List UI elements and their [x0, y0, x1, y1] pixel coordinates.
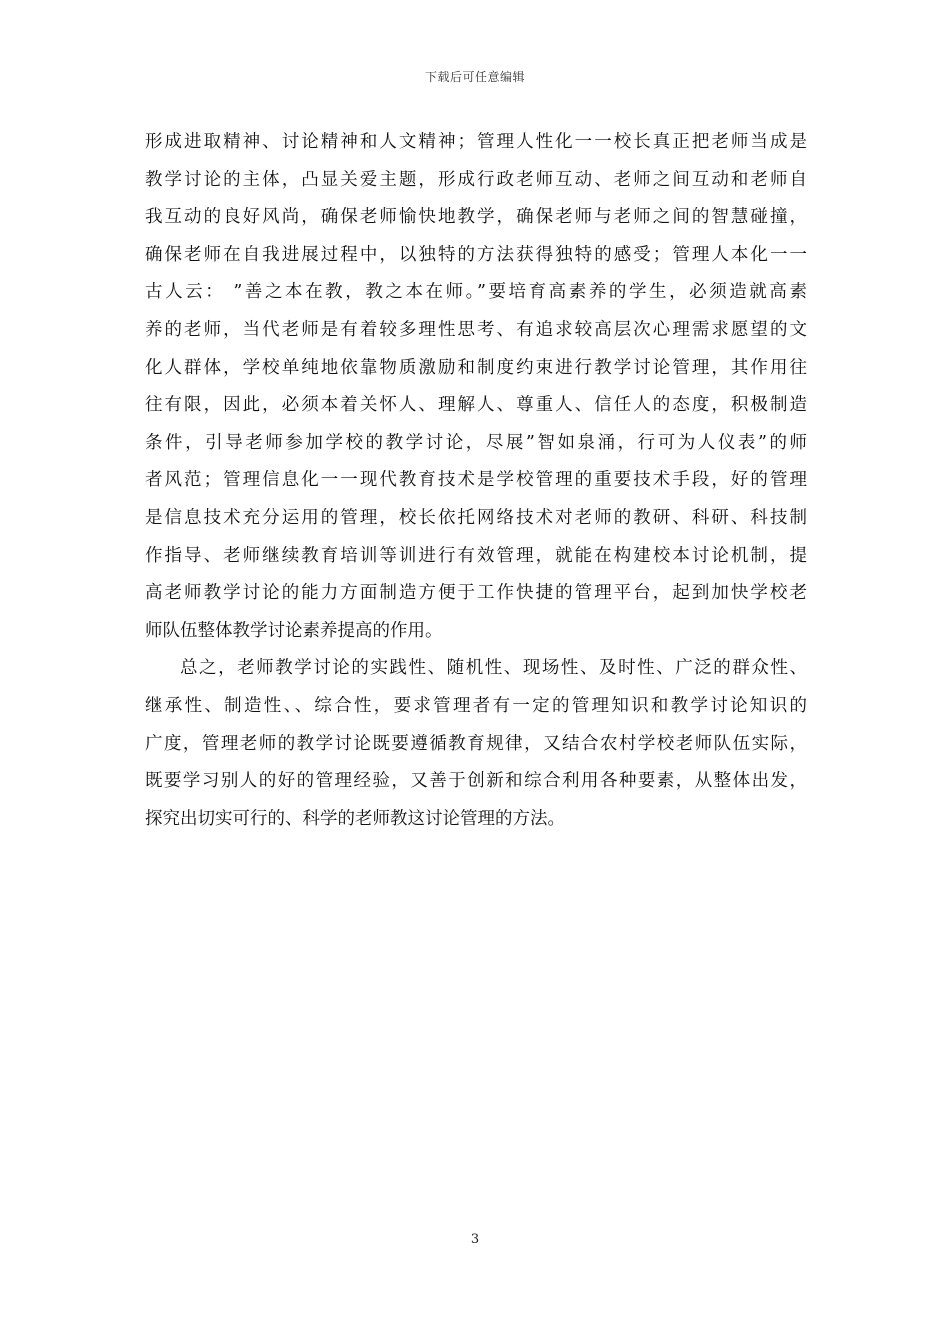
text-line: 教学讨论的主体，凸显关爱主题，形成行政老师互动、老师之间互动和老师自	[145, 169, 807, 190]
text-line: 古人云： ”善之本在教，教之本在师。”要培育高素养的学生，必须造就高素	[145, 282, 807, 303]
text-line: 高老师教学讨论的能力方面制造方便于工作快捷的管理平台，起到加快学校老	[145, 583, 807, 604]
text-line: 探究出切实可行的、科学的老师教这讨论管理的方法。	[145, 808, 565, 829]
page-header: 下载后可任意编辑	[424, 70, 525, 84]
text-line: 师队伍整体教学讨论素养提高的作用。	[145, 620, 443, 641]
paragraph-2	[145, 650, 807, 838]
text-line: 者风范；管理信息化一一现代教育技术是学校管理的重要技术手段，好的管理	[145, 470, 807, 491]
text-line: 确保老师在自我进展过程中，以独特的方法获得独特的感受；管理人本化一一	[145, 244, 807, 265]
text-line: 形成进取精神、讨论精神和人文精神；管理人性化一一校长真正把老师当成是	[145, 132, 807, 152]
page-number: 3	[470, 1232, 480, 1247]
text-line: 作指导、老师继续教育培训等训进行有效管理，就能在构建校本讨论机制，提	[145, 545, 807, 566]
text-line: 化人群体，学校单纯地依靠物质激励和制度约束进行教学讨论管理，其作用往	[145, 357, 807, 378]
paragraph-1	[145, 124, 807, 650]
document-body	[145, 124, 807, 838]
text-line: 广度，管理老师的教学讨论既要遵循教育规律，又结合农村学校老师队伍实际，	[145, 733, 807, 754]
text-line: 我互动的良好风尚，确保老师愉快地教学，确保老师与老师之间的智慧碰撞，	[145, 207, 807, 228]
text-line: 条件，引导老师参加学校的教学讨论，尽展”智如泉涌，行可为人仪表”的师	[145, 432, 807, 453]
text-line: 是信息技术充分运用的管理，校长依托网络技术对老师的教研、科研、科技制	[145, 507, 807, 528]
text-line: 既要学习别人的好的管理经验，又善于创新和综合利用各种要素，从整体出发，	[145, 771, 807, 792]
text-line: 往有限，因此，必须本着关怀人、理解人、尊重人、信任人的态度，积极制造	[145, 395, 807, 416]
text-line: 养的老师，当代老师是有着较多理性思考、有追求较高层次心理需求愿望的文	[145, 319, 807, 340]
text-line: 继承性、制造性、、综合性，要求管理者有一定的管理知识和教学讨论知识的	[145, 695, 807, 716]
text-line: 总之，老师教学讨论的实践性、随机性、现场性、及时性、广泛的群众性、	[180, 658, 807, 679]
